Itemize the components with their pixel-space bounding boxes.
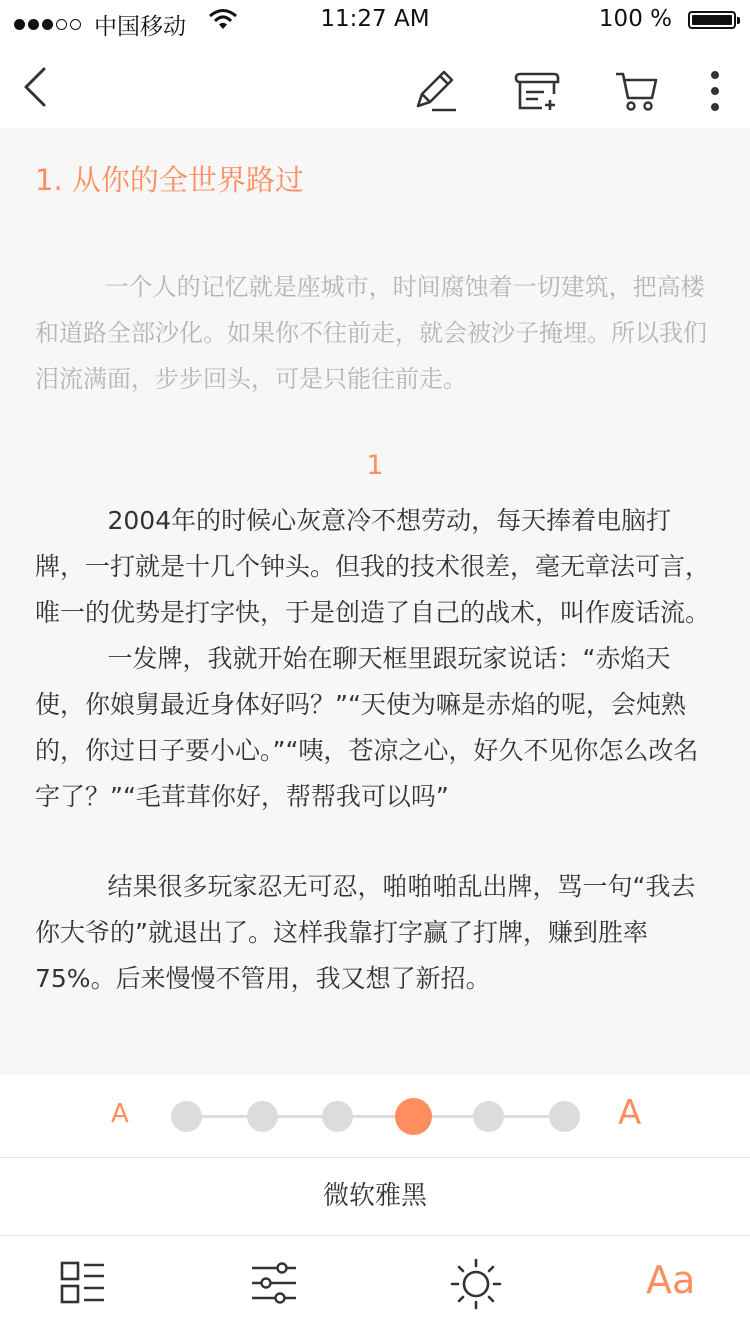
clock: 11:27 AM	[320, 6, 430, 32]
navigation-bar	[0, 40, 750, 128]
chapter-body	[35, 498, 717, 1002]
more-icon[interactable]	[708, 70, 722, 112]
paragraph: 结果很多玩家忍无可忍，啪啪啪乱出牌，骂一句“我去你大爷的”就退出了。这样我靠打字赢了打牌，赚到胜率75%。后来慢慢不管用，我又想了新招。	[35, 872, 696, 993]
carrier-name: 中国移动	[94, 14, 186, 40]
increase-font-size-label[interactable]: A	[618, 1093, 642, 1133]
decrease-font-size-label[interactable]: A	[111, 1099, 129, 1129]
bottom-toolbar	[0, 1236, 750, 1334]
font-settings-tab[interactable]: Aa	[646, 1258, 696, 1302]
reading-area[interactable]	[0, 128, 750, 1075]
chapter-title: 1. 从你的全世界路过	[35, 163, 304, 197]
chapter-preface: 一个人的记忆就是座城市，时间腐蚀着一切建筑，把高楼和道路全部沙化。如果你不往前走，就会被沙子掩埋。所以我们泪流满面，步步回头，可是只能往前走。	[35, 273, 707, 393]
font-size-panel	[0, 1075, 750, 1157]
cart-icon[interactable]	[614, 70, 658, 112]
note-icon[interactable]	[410, 68, 458, 114]
font-size-step[interactable]	[247, 1101, 278, 1132]
paragraph: 一发牌，我就开始在聊天框里跟玩家说话：“赤焰天使，你娘舅最近身体好吗？”“天使为嘛是赤焰的呢，会炖熟的，你过日子要小心。”“咦，苍凉之心，好久不见你怎么改名字了？”“毛茸茸你好，帮帮我可以吗”	[35, 644, 699, 811]
font-size-step-selected[interactable]	[395, 1098, 432, 1135]
paragraph: 2004年的时候心灰意冷不想劳动，每天捧着电脑打牌，一打就是十几个钟头。但我的技术很差，毫无章法可言，唯一的优势是打字快，于是创造了自己的战术，叫作废话流。	[35, 506, 711, 627]
section-number: 1	[366, 450, 384, 481]
status-bar	[0, 0, 750, 40]
font-family-selector[interactable]: 微软雅黑	[0, 1158, 750, 1235]
font-size-track[interactable]	[186, 1115, 564, 1118]
catalog-icon[interactable]	[60, 1260, 106, 1306]
battery-percentage: 100 %	[598, 6, 672, 32]
brightness-icon[interactable]	[450, 1258, 502, 1310]
font-size-step[interactable]	[549, 1101, 580, 1132]
add-bookmark-icon[interactable]	[514, 70, 560, 112]
font-size-step[interactable]	[322, 1101, 353, 1132]
font-size-step[interactable]	[171, 1101, 202, 1132]
back-icon[interactable]	[22, 66, 48, 108]
battery-icon	[688, 11, 736, 29]
font-size-step[interactable]	[473, 1101, 504, 1132]
settings-sliders-icon[interactable]	[250, 1262, 298, 1304]
